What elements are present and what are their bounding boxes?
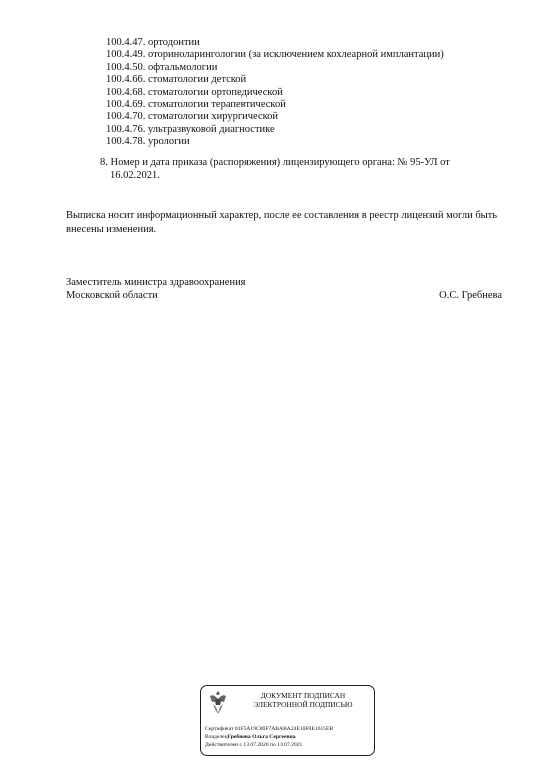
electronic-signature-stamp [200, 685, 375, 756]
list-item: 100.4.50. офтальмологии [106, 61, 218, 73]
list-item: 100.4.66. стоматологии детской [106, 74, 247, 86]
coat-of-arms-icon [207, 689, 229, 715]
position-line: Заместитель министра здравоохранения [66, 277, 246, 288]
list-item: 100.4.76. ультразвуковой диагностике [106, 123, 275, 135]
position-line: Московской области [66, 290, 158, 301]
owner-label: Владелец [205, 734, 228, 741]
certificate-line [205, 725, 333, 733]
owner-line [205, 733, 333, 741]
owner-value: Гребнева Ольга Сергеевна [227, 734, 296, 741]
list-item: 100.4.47. ортодонтии [106, 37, 200, 48]
license-activities-list [106, 37, 444, 149]
signatory-name: О.С. Гребнева [439, 290, 502, 301]
order-date-line: 16.02.2021. [110, 170, 160, 182]
stamp-title [237, 691, 369, 709]
list-item: 100.4.68. стоматологии ортопедической [106, 86, 283, 98]
validity-line: Действителен с 13.07.2020 по 13.07.2021 [205, 742, 303, 749]
list-item: 100.4.78. урологии [106, 136, 190, 148]
order-number-item [100, 156, 450, 182]
certificate-label: Сертификат [205, 726, 234, 732]
signatory-position [66, 276, 246, 302]
stamp-details [205, 725, 333, 750]
stamp-title-line: ЭЛЕКТРОННОЙ ПОДПИСЬЮ [253, 700, 353, 709]
order-number-line: 8. Номер и дата приказа (распоряжения) лицензирующего органа: № 95-УЛ от [100, 157, 450, 168]
certificate-value: 01F5A19C00F7ABABA24E10F0E1615EB [234, 726, 334, 732]
list-item: 100.4.49. оториноларингологии (за исключением кохлеарной имплантации) [106, 49, 444, 61]
stamp-title-line: ДОКУМЕНТ ПОДПИСАН [260, 691, 346, 700]
list-item: 100.4.69. стоматологии терапевтической [106, 99, 286, 111]
information-notice: Выписка носит информационный характер, после ее составления в реестр лицензий могли быть внесены изменения. [66, 210, 498, 235]
list-item: 100.4.70. стоматологии хирургической [106, 111, 279, 123]
